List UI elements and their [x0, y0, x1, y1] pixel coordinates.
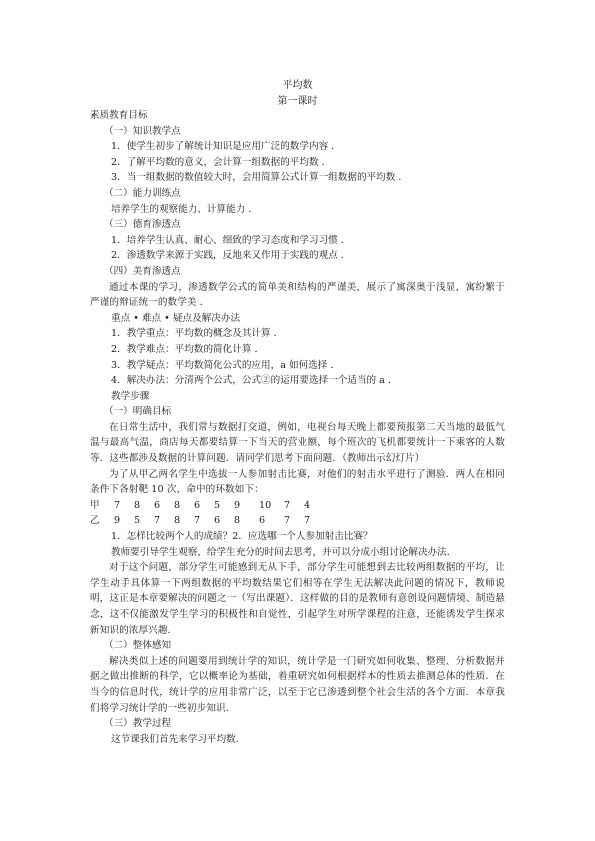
score-cell: 8 — [234, 515, 241, 527]
text-line: 培养学生的观察能力、计算能力 ． — [111, 203, 258, 215]
paragraph: 为了从甲乙两名学生中选拔一人参加射击比赛，对他们的射击水平进行了测验．两人在相同条件下各射靶 10 次，命中的环数如下： — [90, 468, 505, 496]
text-line: 3．当一组数据的数值较大时，会用简算公式计算一组数据的平均数 ． — [111, 172, 408, 184]
text-line: 1．培养学生认真、耐心、细致的学习态度和学习习惯 ． — [111, 234, 351, 246]
text-line: （三）德育渗透点 — [104, 219, 181, 231]
text-block-2 — [90, 529, 505, 747]
text-line: 1．怎样比较两个人的成绩？2．应选哪一个人参加射击比赛？ — [111, 531, 373, 543]
text-line: 素质教育目标 — [90, 110, 148, 121]
text-line: （三）教学过程 — [104, 718, 172, 730]
score-cell: 5 — [134, 515, 141, 527]
score-cell: 5 — [214, 499, 221, 511]
paragraph: 在日常生活中，我们常与数据打交道，例如，电视台每天晚上都要预报第二天当地的最低气温与最高气温，商店每天都要结算一下当天的营业额，每个班次的飞机都要统计一下乘客的人数等．这些都涉及数据的计算问题．请同学们思考下面问题．（教师出示幻灯片） — [90, 421, 505, 465]
score-cell: 7 — [194, 515, 201, 527]
score-cell: 8 — [174, 515, 181, 527]
text-line: （一）知识教学点 — [104, 125, 181, 137]
text-line: 2．教学难点：平均数的简化计算 ． — [111, 343, 265, 355]
text-line: （四）美育渗透点 — [104, 265, 181, 277]
score-cell: 6 — [259, 515, 266, 527]
text-line: 这节课我们首先来学习平均数． — [111, 733, 246, 745]
paragraph: 对于这个问题，部分学生可能感到无从下手，部分学生可能想到去比较两组数据的平均，让学生动手具体算一下两组数据的平均数结果它们相等在学生无法解决此问题的情况下，教师说明，这正是本章要解决的问题之一（写出课题）．这样做的目的是教师有意创设问题情境、制造悬念，这不仅能激发学生学习的积极性和自觉性，引起学生对所学课程的注意，还能诱发学生探求新知识的浓厚兴趣． — [90, 562, 505, 636]
text-line: 2．渗透数学来源于实践，反地来又作用于实践的观点 ． — [111, 250, 351, 262]
score-cell: 9 — [114, 515, 121, 527]
paragraph: 通过本课的学习，渗透数学公式的简单美和结构的严谨美，展示了寓深奥于浅显，寓纷繁于严谨的辩证统一的数学美 ． — [90, 281, 505, 309]
shooter-label: 甲 — [90, 499, 100, 511]
text-line: （二）整体感知 — [104, 640, 172, 652]
score-cell: 6 — [154, 499, 161, 511]
text-line: 教师要引导学生观察，给学生充分的时间去思考，并可以分成小组讨论解决办法． — [111, 546, 457, 558]
text-line: 1．使学生初步了解统计知识是应用广泛的数学内容 ． — [111, 141, 341, 153]
shooter-label: 乙 — [90, 515, 100, 527]
score-cell: 8 — [174, 499, 181, 511]
shooting-row — [90, 498, 505, 514]
document-subtitle: 第一课时 — [277, 96, 318, 107]
text-block-1 — [90, 108, 505, 498]
text-line: 3．教学疑点：平均数简化公式的应用，a 如何选择 ． — [111, 359, 340, 371]
text-line: （二）能力训练点 — [104, 187, 181, 199]
text-line: 1．教学重点：平均数的概念及其计算 ． — [111, 328, 284, 340]
document-body — [90, 108, 505, 747]
text-line: 重点 • 难点 • 疑点及解决办法 — [111, 312, 241, 324]
shooting-data-table — [90, 498, 505, 529]
score-cell: 7 — [284, 515, 291, 527]
score-cell: 6 — [214, 515, 221, 527]
text-line: 4．解决办法：分清两个公式，公式②的运用要选择一个适当的 a ． — [111, 375, 398, 387]
score-cell: 4 — [304, 499, 311, 511]
score-cell: 10 — [259, 499, 272, 511]
paragraph: 解决类似上述的问题要用到统计学的知识，统计学是一门研究如何收集、整理、分析数据并据之做出推断的科学，它以概率论为基础，着重研究如何根据样本的性质去推测总体的性质．在当今的信息时代，统计学的应用非常广泛，以至于它已渗透到整个社会生活的各个方面．本章我们将学习统计学的一些初步知识． — [90, 655, 505, 714]
score-cell: 9 — [234, 499, 241, 511]
score-cell: 7 — [154, 515, 161, 527]
document-title: 平均数 — [282, 80, 313, 91]
score-cell: 7 — [114, 499, 121, 511]
text-line: 2．了解平均数的意义，会计算一组数据的平均数 ． — [111, 156, 332, 168]
score-cell: 7 — [304, 515, 311, 527]
text-line: 教学步骤 — [111, 390, 150, 402]
score-cell: 7 — [284, 499, 291, 511]
text-line: （一）明确目标 — [104, 406, 172, 418]
shooting-row — [90, 513, 505, 529]
score-cell: 8 — [134, 499, 141, 511]
score-cell: 6 — [194, 499, 201, 511]
